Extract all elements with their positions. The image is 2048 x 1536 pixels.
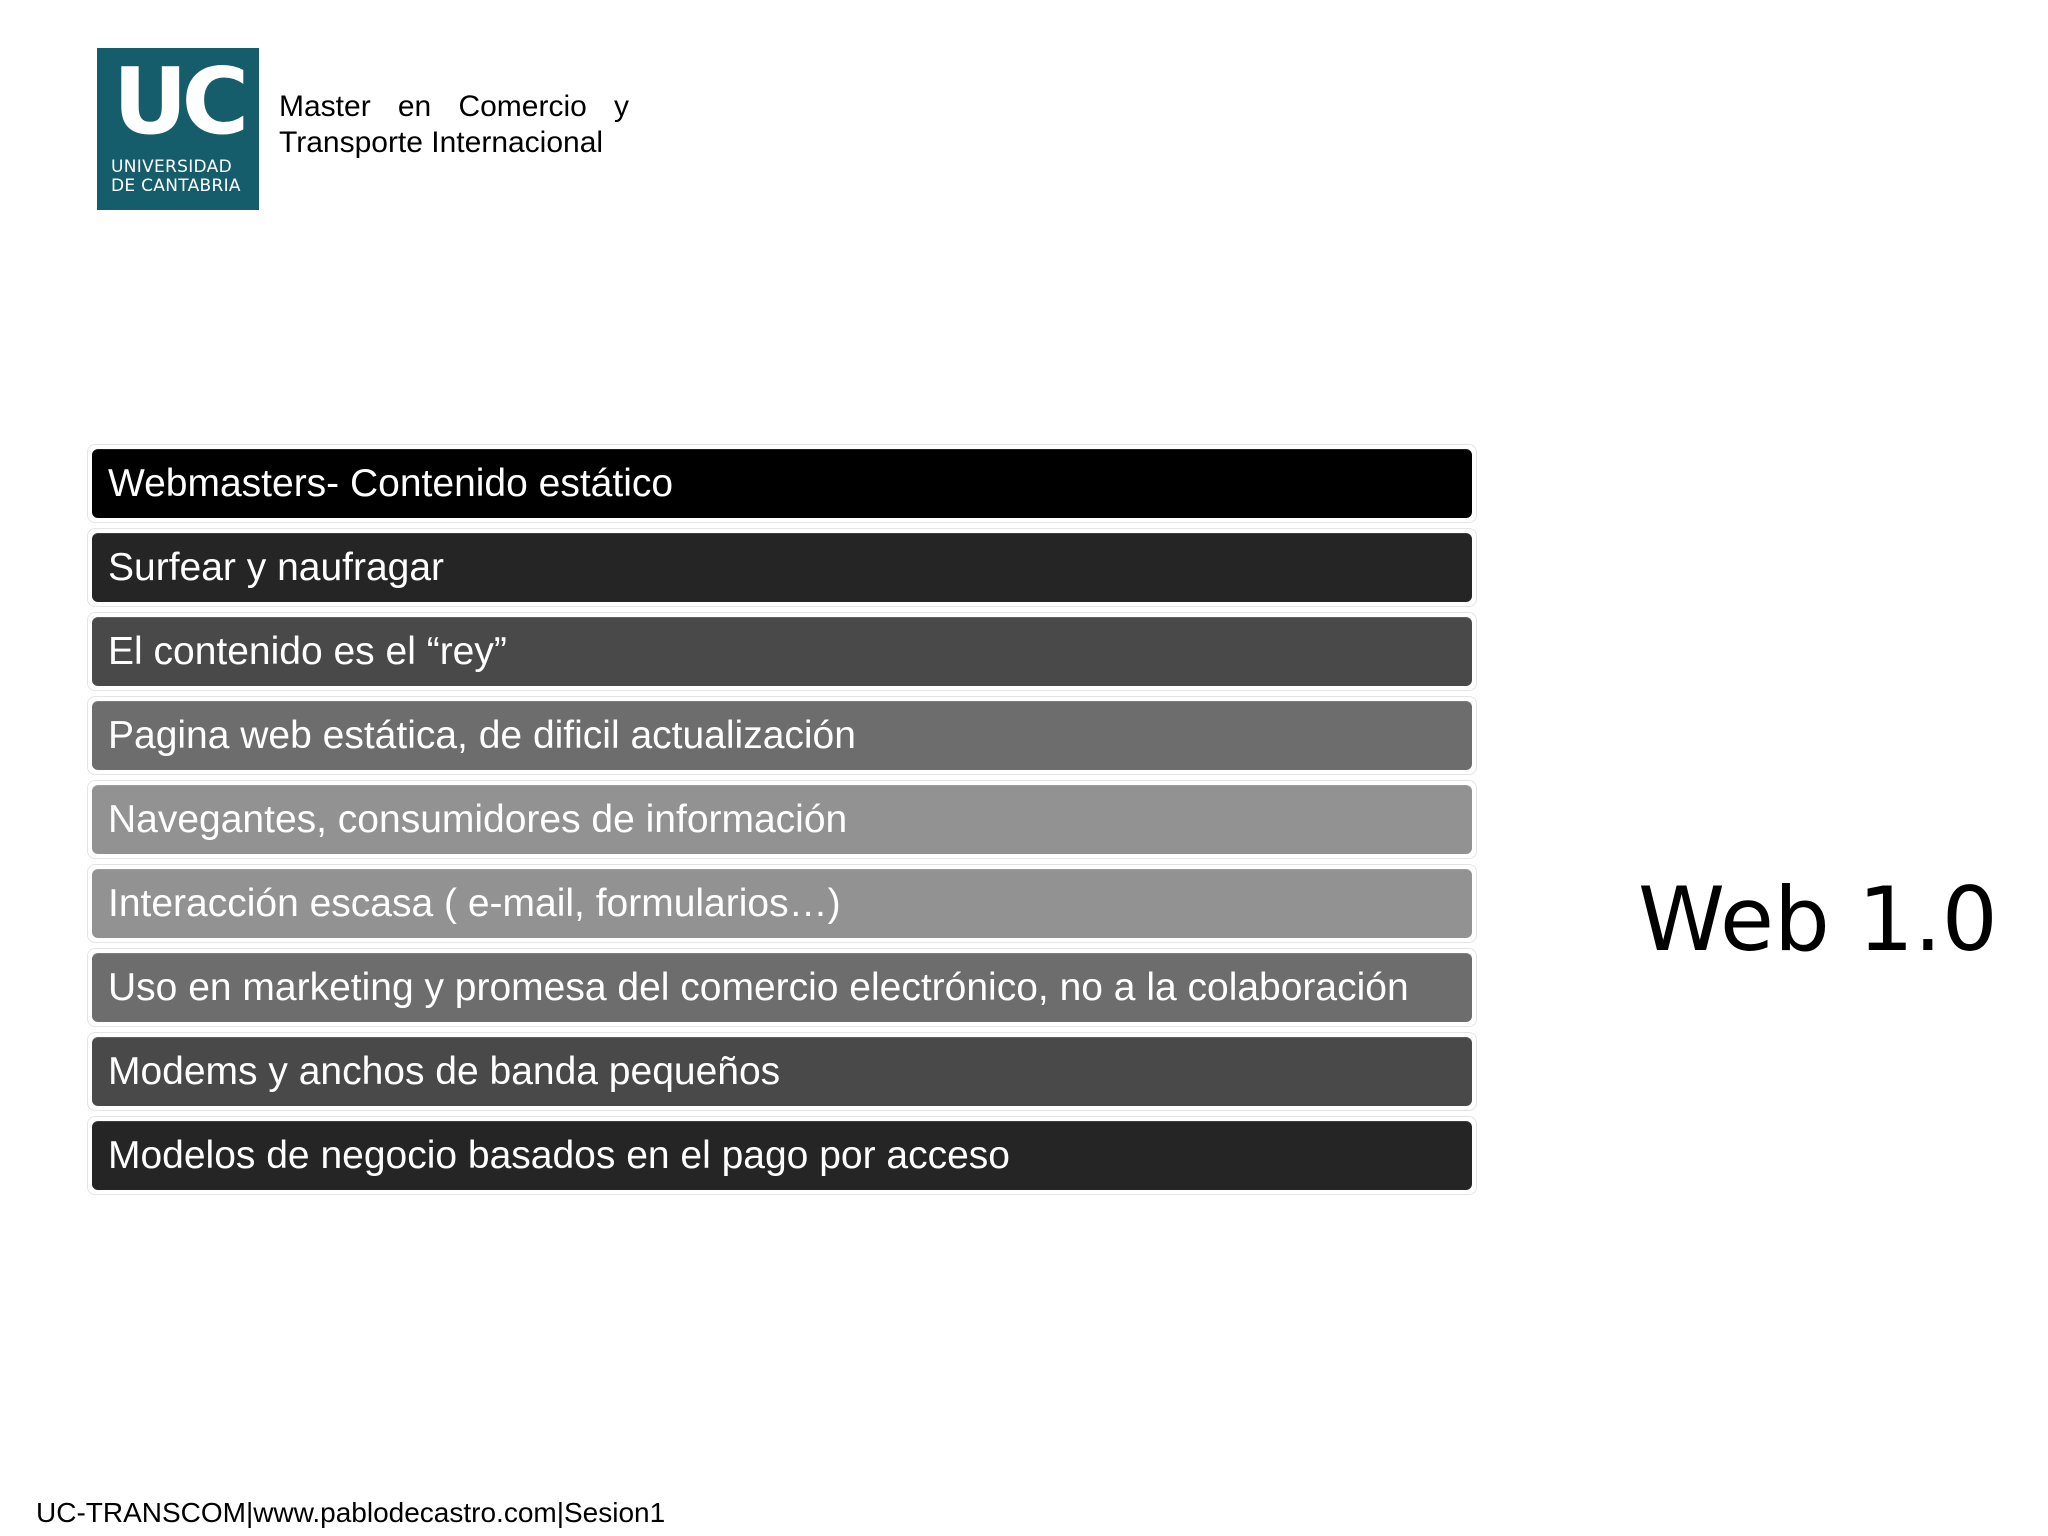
list-item-bar: Pagina web estática, de dificil actualización — [92, 701, 1472, 770]
logo-line-1: UNIVERSIDAD — [111, 157, 232, 177]
list-item — [87, 864, 1477, 943]
program-title-word: Master — [279, 90, 371, 123]
list-item — [87, 612, 1477, 691]
list-item — [87, 1116, 1477, 1195]
list-item — [87, 948, 1477, 1027]
program-title — [279, 89, 629, 161]
slide-title: Web 1.0 — [1638, 868, 1998, 971]
logo-subtitle — [111, 158, 241, 196]
list-item — [87, 1032, 1477, 1111]
list-item — [87, 780, 1477, 859]
logo-line-2: DE CANTABRIA — [111, 176, 241, 196]
list-item-bar: Uso en marketing y promesa del comercio electrónico, no a la colaboración — [92, 953, 1472, 1022]
list-item — [87, 528, 1477, 607]
program-title-line-1 — [279, 89, 629, 125]
list-item-bar: Surfear y naufragar — [92, 533, 1472, 602]
program-title-word: Comercio — [458, 90, 587, 123]
university-logo — [97, 48, 259, 210]
list-item-bar: Modems y anchos de banda pequeños — [92, 1037, 1472, 1106]
program-title-word: y — [614, 90, 629, 123]
list-item-bar: Interacción escasa ( e-mail, formularios…) — [92, 869, 1472, 938]
program-title-word: en — [397, 90, 432, 123]
program-title-line-2: Transporte Internacional — [279, 126, 604, 159]
list-item-bar: Webmasters- Contenido estático — [92, 449, 1472, 518]
feature-list — [87, 444, 1477, 1200]
logo-mark: UC — [112, 48, 244, 155]
footer-text: UC-TRANSCOM|www.pablodecastro.com|Sesion1 — [36, 1497, 666, 1528]
list-item-bar: Modelos de negocio basados en el pago por acceso — [92, 1121, 1472, 1190]
list-item-bar: El contenido es el “rey” — [92, 617, 1472, 686]
list-item-bar: Navegantes, consumidores de información — [92, 785, 1472, 854]
list-item — [87, 696, 1477, 775]
list-item — [87, 444, 1477, 523]
